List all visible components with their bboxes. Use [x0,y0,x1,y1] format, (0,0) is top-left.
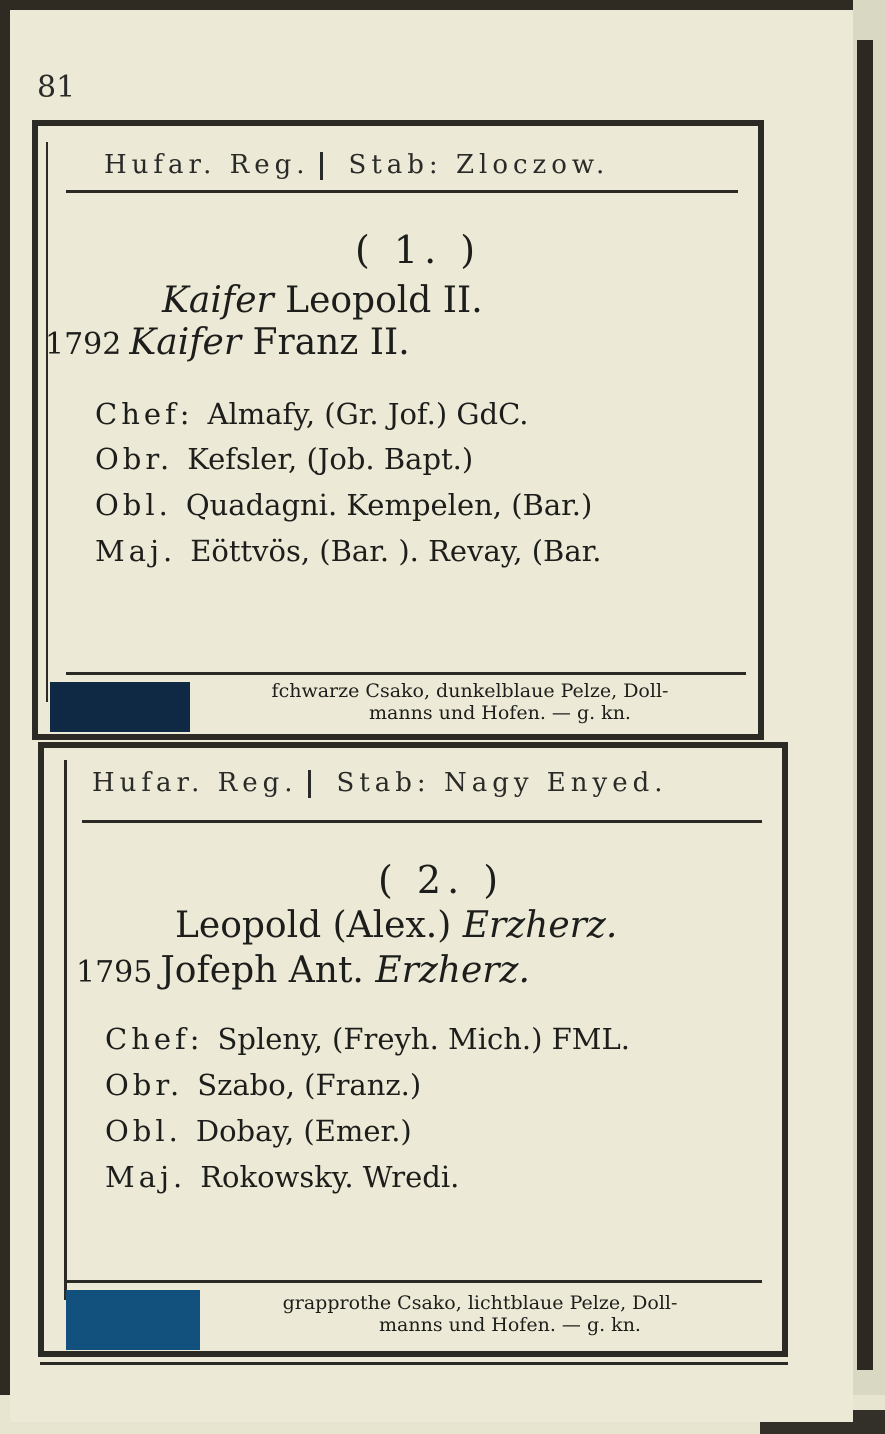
regiment-1-uniform-line-1: fchwarze Csako, dunkelblaue Pelze, Doll- [271,680,669,702]
regiment-2-uniform-line-1: grapprothe Csako, lichtblaue Pelze, Doll- [282,1292,678,1314]
page-edge-right [853,0,885,1434]
officer-name: Szabo, (Franz.) [197,1068,422,1102]
regiment-2-header [92,768,668,798]
regiment-1-inner-rule [46,142,48,702]
regiment-1-number: ( 1. ) [355,228,482,272]
regiment-2-uniform-rule [66,1280,762,1283]
regiment-2-uniform-line-2: manns und Hofen. — g. kn. [379,1314,641,1336]
regiment-1-title-2-name: Franz II. [252,322,410,363]
regiment-1-uniform-rule [66,672,746,675]
regiment-1-title-1 [162,280,483,321]
officer-rank: Obr. [105,1068,184,1102]
officer-rank: Chef: [95,397,194,431]
binding-shadow [857,40,873,1370]
regiment-2-title-2 [76,950,530,991]
regiment-1-header-left: Hufar. Reg. [104,150,310,180]
officer-name: Rokowsky. Wredi. [200,1160,460,1194]
officer-rank: Obl. [95,488,172,522]
regiment-2-header-rule [82,820,762,823]
page-number: 81 [37,70,76,105]
regiment-1-title-1-italic: Kaifer [162,280,274,321]
regiment-1-title-2 [45,322,410,363]
officer-name: Kefsler, (Job. Bapt.) [187,442,474,476]
officer-name: Spleny, (Freyh. Mich.) FML. [217,1022,630,1056]
regiment-2-color-swatch [66,1290,200,1350]
officer-rank: Chef: [105,1022,204,1056]
header-divider [320,152,323,180]
officer-rank: Obr. [95,442,174,476]
regiment-1-year: 1792 [45,327,122,362]
regiment-1-header [104,150,609,180]
regiment-1-officer-obr [95,442,473,476]
regiment-2-title-2-italic: Erzherz. [375,950,530,991]
header-divider [308,770,311,798]
regiment-2-header-left: Hufar. Reg. [92,768,298,798]
officer-name: Dobay, (Emer.) [195,1114,412,1148]
regiment-2-title-1 [175,905,617,946]
regiment-1-header-rule [66,190,738,193]
officer-rank: Maj. [105,1160,187,1194]
page-bottom-rule [40,1362,788,1365]
regiment-1-uniform [200,680,740,724]
regiment-1-title-2-italic: Kaifer [129,322,242,363]
regiment-2-officer-chef [105,1022,630,1056]
officer-name: Eöttvös, (Bar. ). Revay, (Bar. [190,534,602,568]
officer-name: Almafy, (Gr. Jof.) GdC. [207,397,529,431]
regiment-1-title-1-name: Leopold II. [285,280,483,321]
regiment-2-title-1-name: Leopold (Alex.) [175,905,452,946]
regiment-2-year: 1795 [76,955,153,990]
regiment-2-officer-maj [105,1160,459,1194]
regiment-2-officer-obl [105,1114,412,1148]
regiment-1-officer-maj [95,534,602,568]
regiment-1-officer-obl [95,488,592,522]
regiment-2-title-1-italic: Erzherz. [462,905,618,946]
regiment-1-header-right: Stab: Zloczow. [348,150,610,180]
regiment-1-color-swatch [50,682,190,732]
officer-rank: Obl. [105,1114,182,1148]
regiment-1-officer-chef [95,397,529,431]
officer-rank: Maj. [95,534,177,568]
regiment-2-inner-rule [64,760,67,1300]
regiment-2-header-right: Stab: Nagy Enyed. [336,768,668,798]
regiment-2-title-2-name: Jofeph Ant. [160,950,364,991]
regiment-1-uniform-line-2: manns und Hofen. — g. kn. [369,702,631,724]
officer-name: Quadagni. Kempelen, (Bar.) [185,488,593,522]
regiment-2-officer-obr [105,1068,421,1102]
regiment-2-uniform [205,1292,755,1336]
regiment-2-number: ( 2. ) [378,858,505,902]
